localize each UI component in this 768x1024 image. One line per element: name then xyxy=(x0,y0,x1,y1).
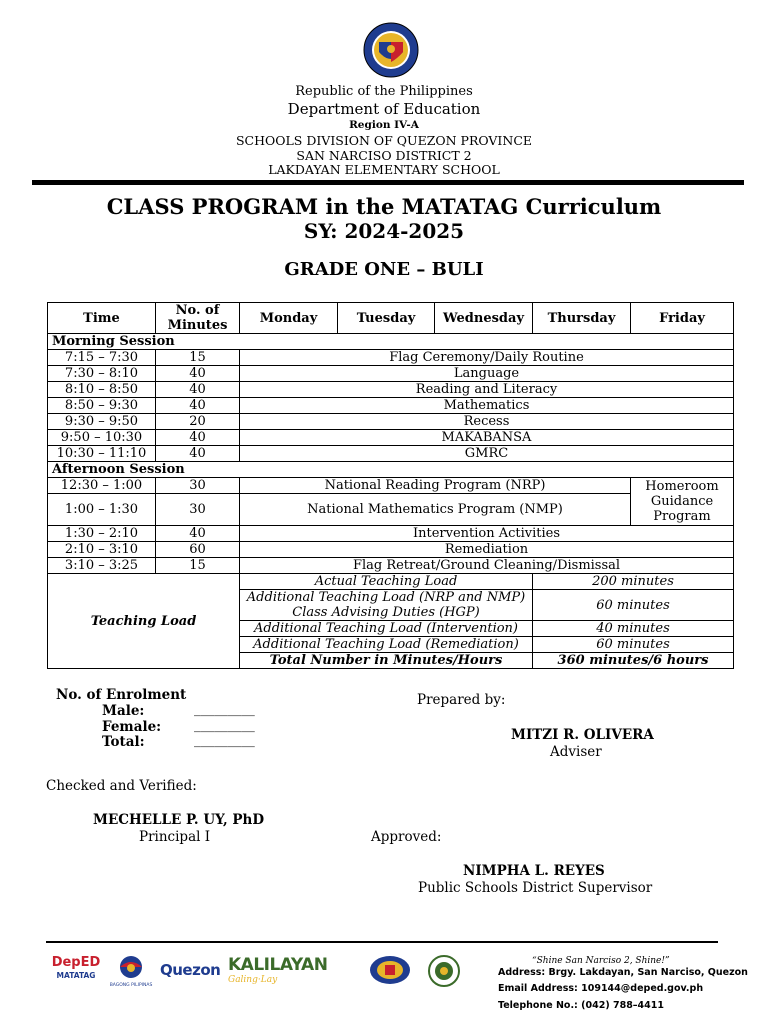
bagong-pilipinas-icon xyxy=(108,955,154,979)
quezon-logo-text: Quezon xyxy=(160,961,221,979)
school-year: SY: 2024-2025 xyxy=(303,219,465,243)
header-republic: Republic of the Philippines xyxy=(295,84,473,99)
header-department: Department of Education xyxy=(287,100,481,118)
minutes-cell: 40 xyxy=(156,526,240,542)
adviser-name: MITZI R. OLIVERA xyxy=(511,727,654,743)
enrolment-female-label: Female: xyxy=(102,719,162,735)
header-minutes: No. of Minutes xyxy=(156,303,240,334)
time-cell: 2:10 – 3:10 xyxy=(48,542,156,558)
header-time: Time xyxy=(48,303,156,334)
header-school: LAKDAYAN ELEMENTARY SCHOOL xyxy=(268,162,500,177)
load-value: 60 minutes xyxy=(533,590,734,621)
footer-email: Email Address: 109144@deped.gov.ph xyxy=(498,983,704,994)
grade-section: GRADE ONE – BULI xyxy=(284,259,484,280)
supervisor-title: Public Schools District Supervisor xyxy=(418,880,653,896)
table-row xyxy=(48,430,734,446)
enrolment-male-blank: _________ xyxy=(194,701,255,717)
header-monday: Monday xyxy=(240,303,338,334)
enrolment-total-blank: _________ xyxy=(194,732,255,748)
division-seal-logo xyxy=(368,955,412,987)
time-cell: 8:10 – 8:50 xyxy=(48,382,156,398)
checked-verified-label: Checked and Verified: xyxy=(46,778,197,794)
approved-label: Approved: xyxy=(371,829,442,845)
supervisor-name: NIMPHA L. REYES xyxy=(463,863,605,879)
minutes-cell: 30 xyxy=(156,478,240,494)
school-seal-logo xyxy=(422,955,466,987)
deped-matatag-logo xyxy=(50,955,102,987)
footer-rule xyxy=(46,941,718,943)
minutes-cell: 20 xyxy=(156,414,240,430)
header-thursday: Thursday xyxy=(533,303,631,334)
teaching-load-label: Teaching Load xyxy=(48,574,240,669)
adviser-title: Adviser xyxy=(550,744,602,760)
deped-logo-text: DepED xyxy=(51,955,101,970)
table-row xyxy=(48,398,734,414)
header-rule xyxy=(32,180,744,185)
header-district: SAN NARCISO DISTRICT 2 xyxy=(296,148,472,163)
subject-cell: Recess xyxy=(240,414,734,430)
session-row xyxy=(48,462,734,478)
class-program-table xyxy=(47,302,734,669)
load-label: Additional Teaching Load (Remediation) xyxy=(240,637,533,653)
load-label: Actual Teaching Load xyxy=(240,574,533,590)
principal-name: MECHELLE P. UY, PhD xyxy=(93,812,265,828)
minutes-cell: 30 xyxy=(156,494,240,526)
header-region: Region IV-A xyxy=(349,119,419,131)
subject-cell: Flag Retreat/Ground Cleaning/Dismissal xyxy=(240,558,734,574)
minutes-cell: 40 xyxy=(156,430,240,446)
subject-cell: Reading and Literacy xyxy=(240,382,734,398)
load-label: Additional Teaching Load (NRP and NMP) Class Advising Duties (HGP) xyxy=(240,590,533,621)
kalilayan-sub-text: Galing·Lay xyxy=(228,975,278,985)
time-cell: 1:00 – 1:30 xyxy=(48,494,156,526)
enrolment-title: No. of Enrolment xyxy=(56,687,187,703)
total-value: 360 minutes/6 hours xyxy=(533,653,734,669)
subject-cell: Mathematics xyxy=(240,398,734,414)
table-row xyxy=(48,478,734,494)
footer-phone: Telephone No.: (042) 788–4411 xyxy=(498,1000,664,1011)
time-cell: 12:30 – 1:00 xyxy=(48,478,156,494)
table-row xyxy=(48,542,734,558)
load-value: 200 minutes xyxy=(533,574,734,590)
time-cell: 9:30 – 9:50 xyxy=(48,414,156,430)
afternoon-session-label: Afternoon Session xyxy=(48,462,734,478)
table-row xyxy=(48,350,734,366)
subject-cell: Language xyxy=(240,366,734,382)
total-label: Total Number in Minutes/Hours xyxy=(240,653,533,669)
minutes-cell: 40 xyxy=(156,398,240,414)
footer-motto: “Shine San Narciso 2, Shine!” xyxy=(532,956,670,966)
subject-cell: GMRC xyxy=(240,446,734,462)
principal-title: Principal I xyxy=(139,829,211,845)
minutes-cell: 40 xyxy=(156,382,240,398)
header-tuesday: Tuesday xyxy=(338,303,435,334)
school-seal-icon xyxy=(422,955,466,987)
enrolment-male-label: Male: xyxy=(102,703,145,719)
session-row xyxy=(48,334,734,350)
subject-cell: MAKABANSA xyxy=(240,430,734,446)
time-cell: 3:10 – 3:25 xyxy=(48,558,156,574)
load-value: 40 minutes xyxy=(533,621,734,637)
time-cell: 10:30 – 11:10 xyxy=(48,446,156,462)
load-label: Additional Teaching Load (Intervention) xyxy=(240,621,533,637)
time-cell: 8:50 – 9:30 xyxy=(48,398,156,414)
time-cell: 9:50 – 10:30 xyxy=(48,430,156,446)
time-cell: 7:15 – 7:30 xyxy=(48,350,156,366)
enrolment-female-blank: _________ xyxy=(194,717,255,733)
bagong-pilipinas-logo xyxy=(108,955,154,987)
kalilayan-logo xyxy=(228,955,356,987)
minutes-cell: 40 xyxy=(156,446,240,462)
deped-quezon-logo xyxy=(160,955,226,987)
footer-address: Address: Brgy. Lakdayan, San Narciso, Quezon xyxy=(498,967,748,978)
minutes-cell: 15 xyxy=(156,558,240,574)
table-header-row xyxy=(48,303,734,334)
table-row xyxy=(48,414,734,430)
prepared-by-label: Prepared by: xyxy=(417,692,506,708)
time-cell: 7:30 – 8:10 xyxy=(48,366,156,382)
time-cell: 1:30 – 2:10 xyxy=(48,526,156,542)
subject-cell: Intervention Activities xyxy=(240,526,734,542)
kalilayan-logo-text: KALILAYAN xyxy=(228,955,328,975)
document-title: CLASS PROGRAM in the MATATAG Curriculum xyxy=(106,194,662,219)
friday-hgp-cell: Homeroom Guidance Program xyxy=(631,478,734,526)
table-row xyxy=(48,446,734,462)
deped-seal-icon xyxy=(363,22,419,78)
bagong-pilipinas-text: BAGONG PILIPINAS xyxy=(109,983,153,988)
header-division: SCHOOLS DIVISION OF QUEZON PROVINCE xyxy=(235,133,533,148)
subject-cell: National Reading Program (NRP) xyxy=(240,478,631,494)
subject-cell: National Mathematics Program (NMP) xyxy=(240,494,631,526)
matatag-logo-text: MATATAG xyxy=(56,971,96,980)
subject-cell: Remediation xyxy=(240,542,734,558)
morning-session-label: Morning Session xyxy=(48,334,734,350)
table-row xyxy=(48,366,734,382)
load-row xyxy=(48,574,734,590)
minutes-cell: 15 xyxy=(156,350,240,366)
minutes-cell: 40 xyxy=(156,366,240,382)
header-friday: Friday xyxy=(631,303,734,334)
minutes-cell: 60 xyxy=(156,542,240,558)
subject-cell: Flag Ceremony/Daily Routine xyxy=(240,350,734,366)
division-seal-icon xyxy=(368,955,412,985)
enrolment-total-label: Total: xyxy=(102,734,145,750)
load-value: 60 minutes xyxy=(533,637,734,653)
table-row xyxy=(48,382,734,398)
table-row xyxy=(48,558,734,574)
header-wednesday: Wednesday xyxy=(435,303,533,334)
table-row xyxy=(48,526,734,542)
